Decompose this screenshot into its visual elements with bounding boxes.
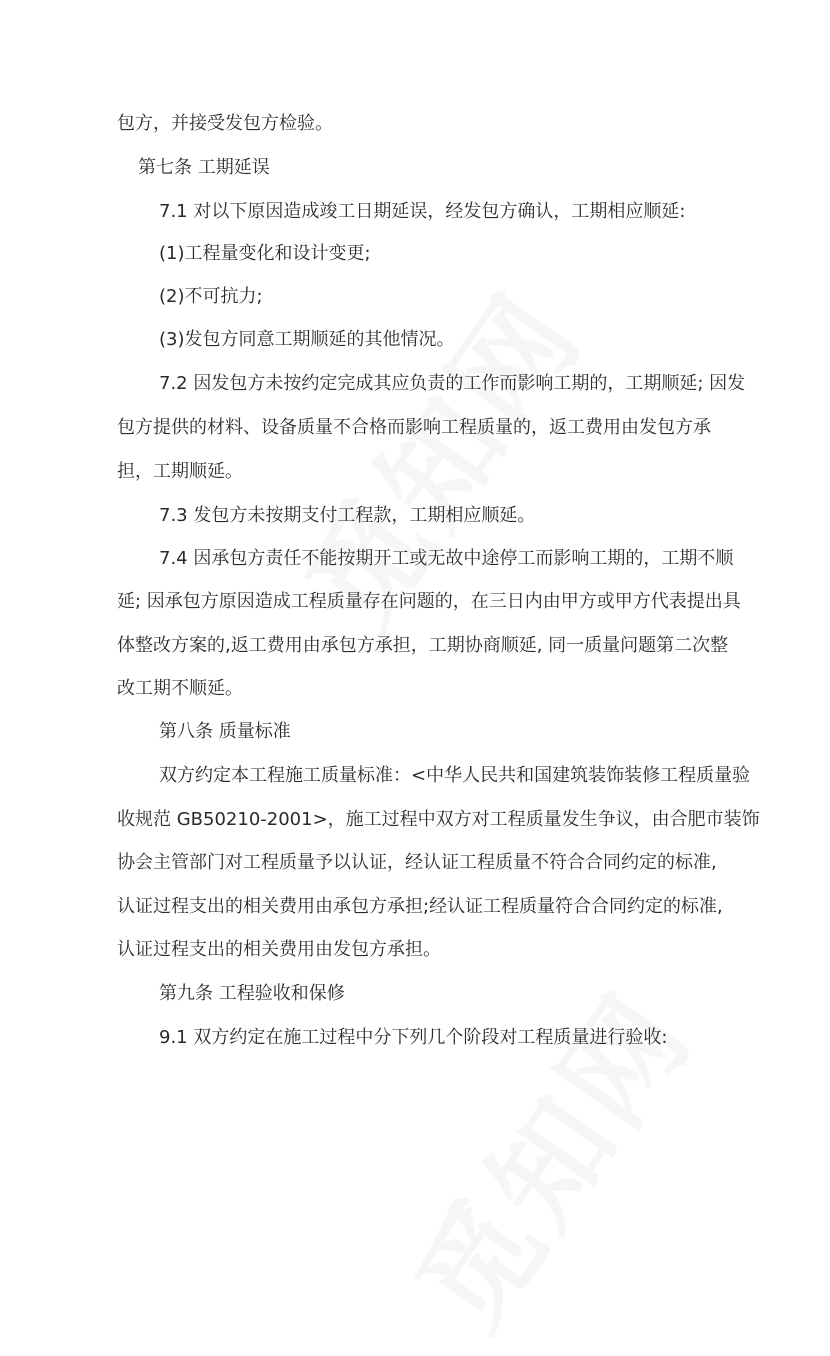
text-line: 认证过程支出的相关费用由发包方承担。 <box>117 939 441 960</box>
list-item: (3)发包方同意工期顺延的其他情况。 <box>159 329 455 350</box>
clause-line: 7.2 因发包方未按约定完成其应负责的工作而影响工期的，工期顺延; 因发 <box>159 373 746 394</box>
clause-line: 双方约定本工程施工质量标准：<中华人民共和国建筑装饰装修工程质量验 <box>159 765 751 786</box>
text-line: 改工期不顺延。 <box>117 678 243 699</box>
clause-line: 9.1 双方约定在施工过程中分下列几个阶段对工程质量进行验收: <box>159 1027 668 1048</box>
section-heading: 第七条 工期延误 <box>138 157 270 178</box>
text-line: 担，工期顺延。 <box>117 461 243 482</box>
section-heading: 第八条 质量标准 <box>159 721 291 742</box>
list-item: (2)不可抗力; <box>159 286 263 307</box>
clause-line: 7.4 因承包方责任不能按期开工或无故中途停工而影响工期的，工期不顺 <box>159 548 734 569</box>
list-item: (1)工程量变化和设计变更; <box>159 243 371 264</box>
text-line: 体整改方案的,返工费用由承包方承担，工期协商顺延, 同一质量问题第二次整 <box>117 635 729 656</box>
text-line: 延; 因承包方原因造成工程质量存在问题的，在三日内由甲方或甲方代表提出具 <box>117 591 741 612</box>
text-line: 包方提供的材料、设备质量不合格而影响工程质量的，返工费用由发包方承 <box>117 417 711 438</box>
watermark <box>370 954 723 1356</box>
clause-line: 7.1 对以下原因造成竣工日期延误，经发包方确认，工期相应顺延: <box>159 201 686 222</box>
text-line: 包方，并接受发包方检验。 <box>117 113 333 134</box>
section-heading: 第九条 工程验收和保修 <box>159 983 345 1004</box>
text-line: 协会主管部门对工程质量予以认证，经认证工程质量不符合合同约定的标准, <box>117 852 717 873</box>
clause-line: 7.3 发包方未按期支付工程款，工期相应顺延。 <box>159 505 536 526</box>
text-line: 认证过程支出的相关费用由承包方承担;经认证工程质量符合合同约定的标准, <box>117 896 723 917</box>
text-line: 收规范 GB50210-2001>，施工过程中双方对工程质量发生争议，由合肥市装饰 <box>117 809 760 830</box>
